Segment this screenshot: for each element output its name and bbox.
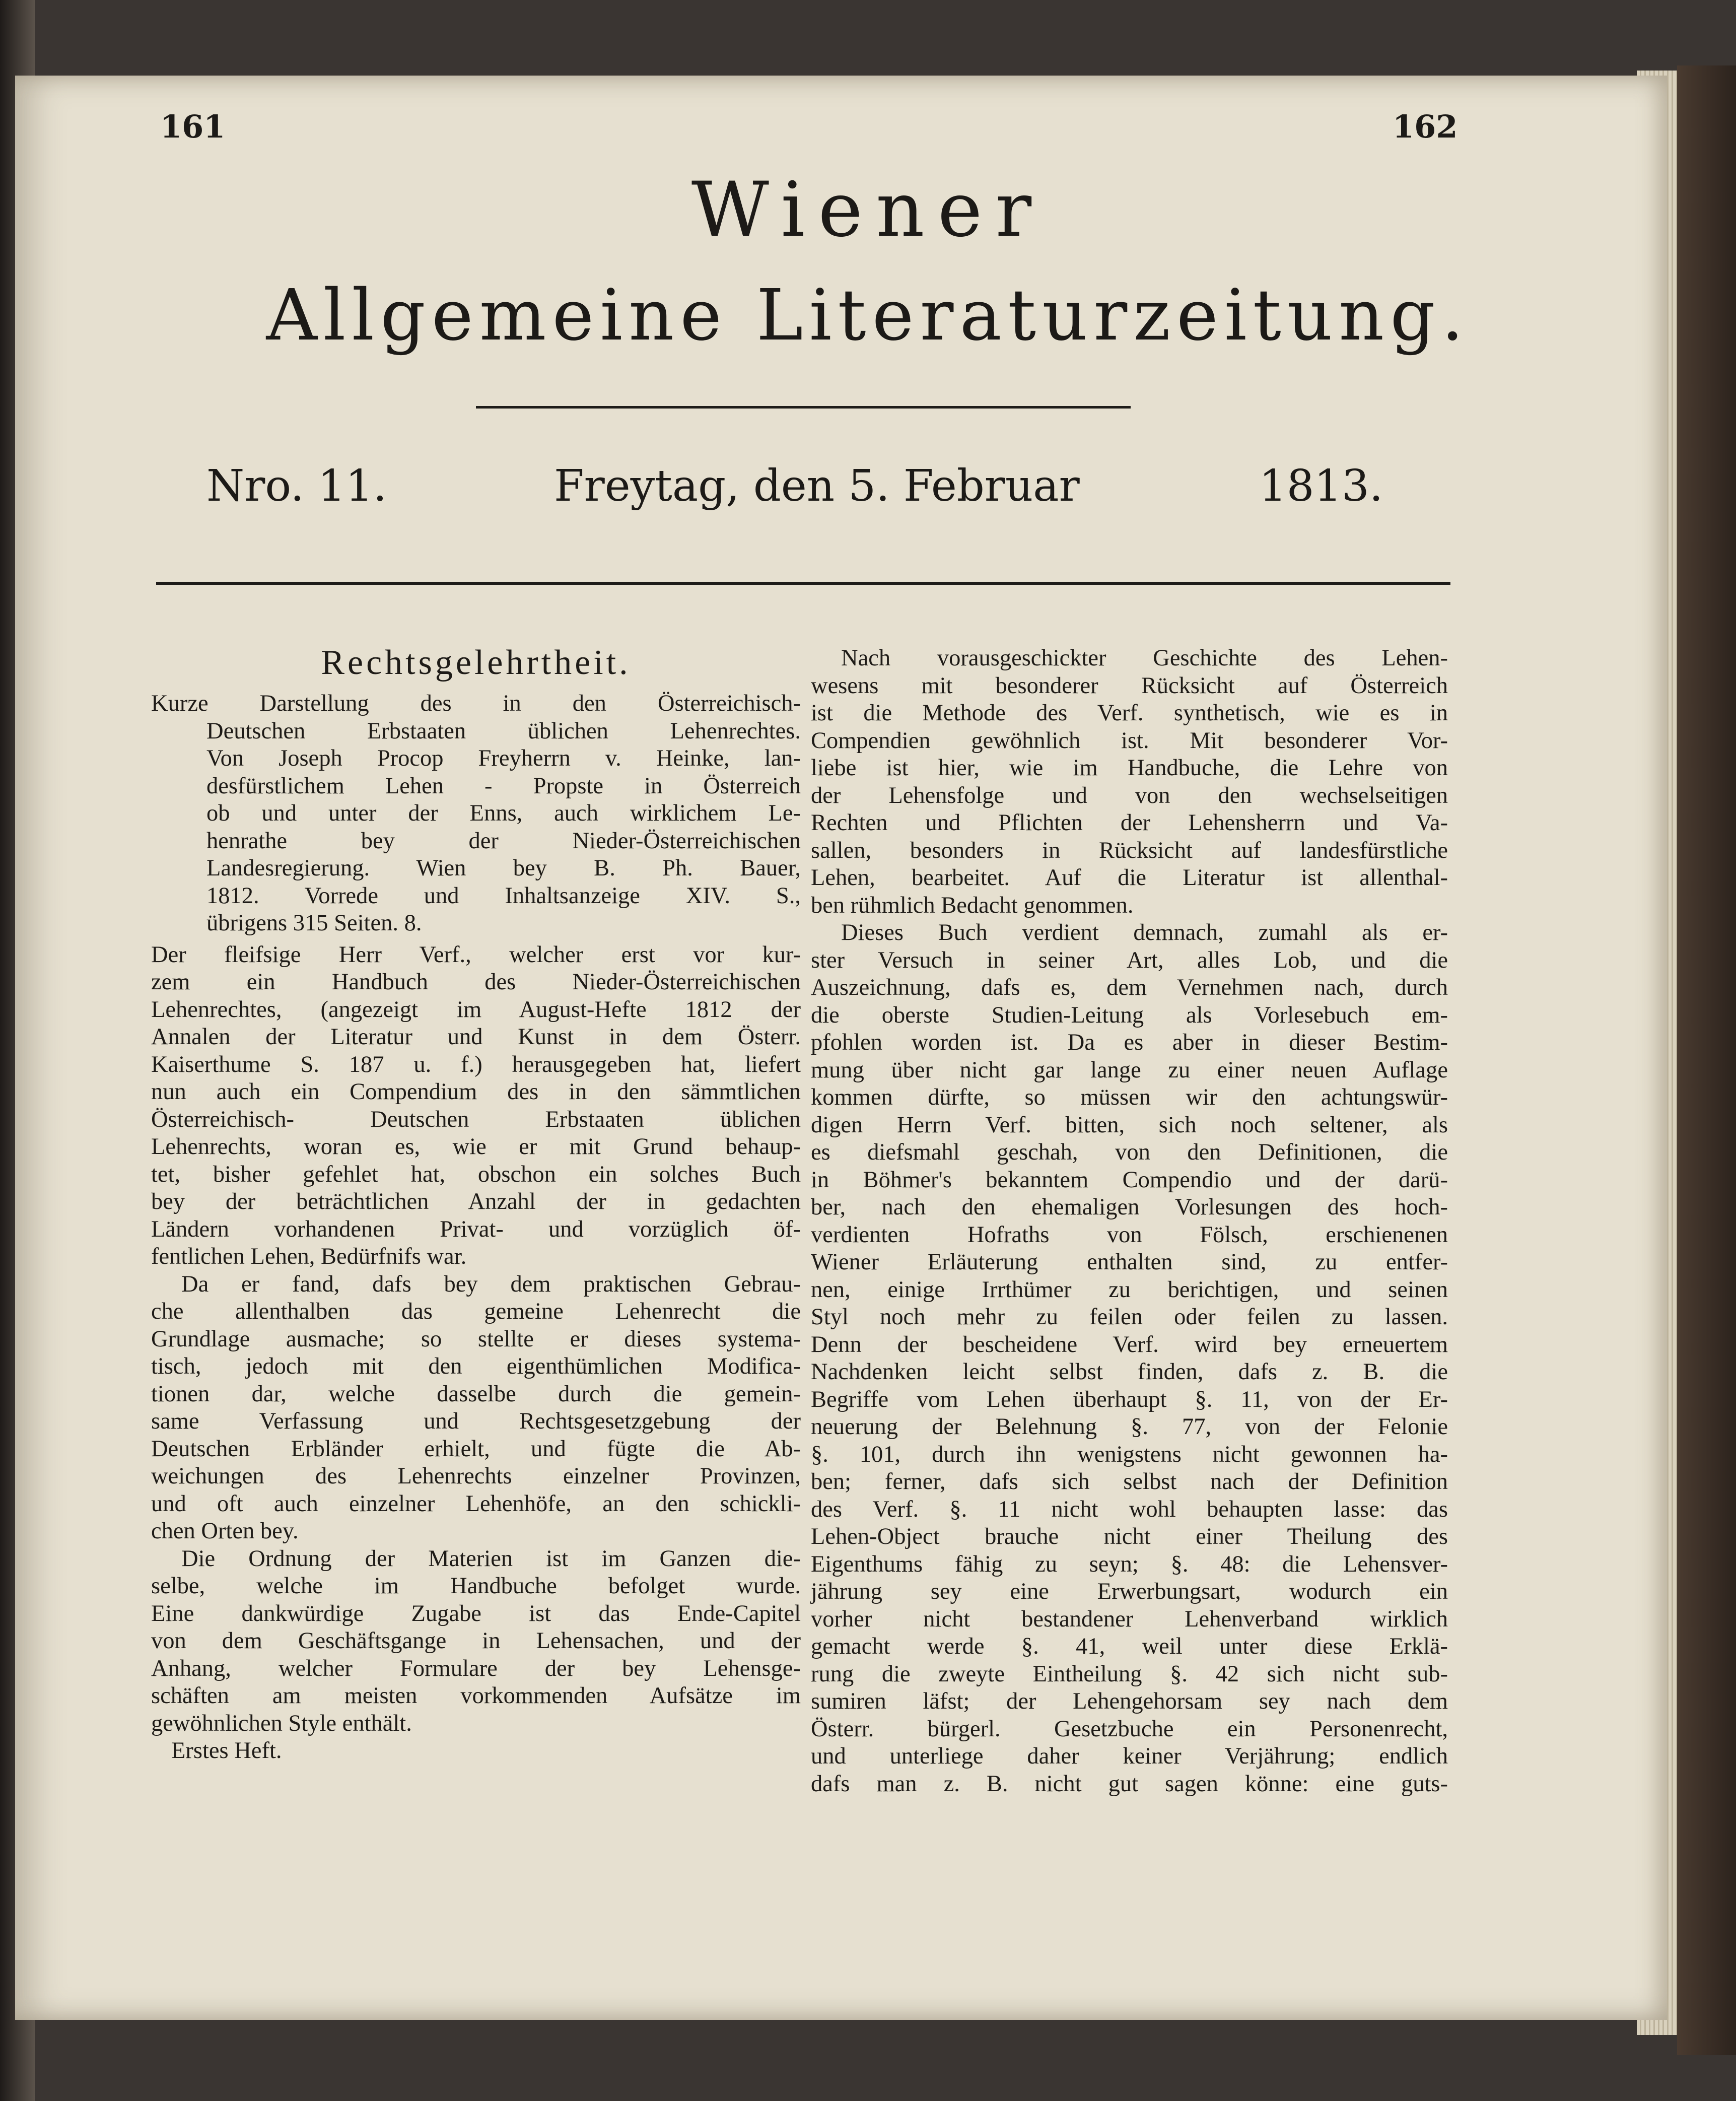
text-line: ber, nach den ehemaligen Vorlesungen des hoch-	[811, 1194, 1448, 1220]
text-line: es diefsmahl geschah, von den Definitionen, die	[811, 1139, 1448, 1165]
text-line: gemacht werde §. 41, weil unter diese Erklä-	[811, 1634, 1448, 1659]
entry-line: 1812. Vorrede und Inhaltsanzeige XIV. S.,	[206, 883, 801, 909]
text-line: Deutschen Erbländer erhielt, und fügte die Ab-	[151, 1436, 801, 1462]
text-line: in Böhmer's bekanntem Compendio und der darü-	[811, 1167, 1448, 1193]
text-line: Wiener Erläuterung enthalten sind, zu entfer-	[811, 1249, 1448, 1275]
text-line: verdienten Hofraths von Fölsch, erschienenen	[811, 1222, 1448, 1248]
text-line: bey der beträchtlichen Anzahl der in gedachten	[151, 1189, 801, 1214]
text-line: sallen, besonders in Rücksicht auf landesfürstliche	[811, 837, 1448, 863]
text-line: Da er fand, dafs bey dem praktischen Gebrau-	[181, 1271, 801, 1297]
text-line: Die Ordnung der Materien ist im Ganzen die-	[181, 1545, 801, 1572]
text-line: Denn der bescheidene Verf. wird bey erneuertem	[811, 1331, 1448, 1358]
review-entry	[151, 690, 801, 937]
text-line: Dieses Buch verdient demnach, zumahl als er-	[841, 920, 1448, 945]
text-line: Annalen der Literatur und Kunst in dem Österr.	[151, 1024, 801, 1050]
text-line: Anhang, welcher Formulare der bey Lehensge-	[151, 1655, 801, 1681]
paragraph	[151, 1271, 801, 1545]
text-line: Rechten und Pflichten der Lehensherrn und Va-	[811, 810, 1448, 836]
text-line: same Verfassung und Rechtsgesetzgebung der	[151, 1408, 801, 1434]
text-line: tionen dar, welche dasselbe durch die gemein-	[151, 1381, 801, 1407]
text-line: Lehen, bearbeitet. Auf die Literatur ist allenthal-	[811, 865, 1448, 891]
text-line: ben rühmlich Bedacht genommen.	[811, 892, 1134, 918]
text-line: des Verf. §. 11 nicht wohl behaupten lasse: das	[811, 1496, 1448, 1522]
text-line: Lehenrechtes, (angezeigt im August-Hefte 1812 der	[151, 996, 801, 1023]
text-line: digen Herrn Verf. bitten, sich noch seltener, als	[811, 1112, 1448, 1138]
text-line: kommen dürfte, so müssen wir den achtungswür-	[811, 1085, 1448, 1110]
text-line: Eine dankwürdige Zugabe ist das Ende-Capitel	[151, 1600, 801, 1626]
text-line: Grundlage ausmache; so stellte er dieses systema-	[151, 1326, 801, 1352]
text-line: rung die zweyte Eintheilung §. 42 sich nicht sub-	[811, 1661, 1448, 1687]
text-line: Österr. bürgerl. Gesetzbuche ein Personenrecht,	[811, 1716, 1448, 1742]
page-number-right: 162	[1393, 108, 1458, 145]
entry-line: Von Joseph Procop Freyherrn v. Heinke, lan-	[206, 745, 801, 771]
left-column	[151, 640, 801, 1765]
page-number-left: 161	[160, 108, 226, 145]
text-line: mung über nicht gar lange zu einer neuen Auflage	[811, 1057, 1448, 1083]
header-rule	[156, 582, 1450, 585]
paragraph	[151, 1545, 801, 1738]
text-line: Österreichisch- Deutschen Erbstaaten üblichen	[151, 1106, 801, 1132]
text-line: ster Versuch in seiner Art, alles Lob, und die	[811, 947, 1448, 973]
right-column	[811, 645, 1448, 1798]
text-line: weichungen des Lehenrechts einzelner Provinzen,	[151, 1463, 801, 1489]
text-line: vorher nicht bestandener Lehenverband wirklich	[811, 1606, 1448, 1632]
entry-line: übrigens 315 Seiten. 8.	[206, 910, 422, 936]
text-line: Begriffe vom Lehen überhaupt §. 11, von der Er-	[811, 1386, 1448, 1412]
text-line: von dem Geschäftsgange in Lehensachen, und der	[151, 1628, 801, 1654]
text-line: nen, einige Irrthümer zu berichtigen, und seinen	[811, 1276, 1448, 1303]
text-line: tisch, jedoch mit den eigenthümlichen Modifica-	[151, 1353, 801, 1379]
text-line: selbe, welche im Handbuche befolget wurde.	[151, 1573, 801, 1599]
book-cover-edge	[1677, 65, 1736, 2055]
text-line: §. 101, durch ihn wenigstens nicht gewonnen ha-	[811, 1441, 1448, 1467]
text-line: Auszeichnung, dafs es, dem Vernehmen nach, durch	[811, 975, 1448, 1000]
text-line: che allenthalben das gemeine Lehenrecht die	[151, 1299, 801, 1324]
text-line: neuerung der Belehnung §. 77, von der Felonie	[811, 1414, 1448, 1440]
text-line: dafs man z. B. nicht gut sagen könne: eine guts-	[811, 1771, 1448, 1797]
text-line: jährung sey eine Erwerbungsart, wodurch ein	[811, 1579, 1448, 1604]
masthead-title-line2: Allgemeine Literaturzeitung.	[266, 275, 1470, 357]
text-line: nun auch ein Compendium des in den sämmtlichen	[151, 1079, 801, 1105]
text-line: der Lehensfolge und von den wechselseitigen	[811, 782, 1448, 808]
text-line: Lehen-Object brauche nicht einer Theilung des	[811, 1524, 1448, 1549]
text-line: chen Orten bey.	[151, 1518, 299, 1544]
entry-line: ob und unter der Enns, auch wirklichem Le-	[206, 800, 801, 826]
text-line: Compendien gewöhnlich ist. Mit besonderer Vor-	[811, 727, 1448, 754]
section-title: Rechtsgelehrtheit.	[321, 643, 631, 682]
issue-year: 1813.	[1259, 461, 1383, 511]
text-line: tet, bisher gefehlet hat, obschon ein solches Buch	[151, 1161, 801, 1187]
signature-footer: Erstes Heft.	[171, 1738, 282, 1764]
text-line: Eigenthums fähig zu seyn; §. 48: die Lehensver-	[811, 1551, 1448, 1577]
text-line: zem ein Handbuch des Nieder-Österreichischen	[151, 969, 801, 995]
entry-line: Kurze Darstellung des in den Österreichisch-	[151, 691, 801, 716]
masthead-rule	[476, 406, 1131, 409]
text-line: die oberste Studien-Leitung als Vorlesebuch em-	[811, 1002, 1448, 1028]
text-line: sumiren läfst; der Lehengehorsam sey nach dem	[811, 1688, 1448, 1714]
text-line: wesens mit besonderer Rücksicht auf Österreich	[811, 672, 1448, 699]
issue-date: Freytag, den 5. Februar	[554, 461, 1080, 511]
text-line: und unterliege daher keiner Verjährung; endlich	[811, 1743, 1448, 1769]
entry-line: Deutschen Erbstaaten üblichen Lehenrechtes.	[206, 718, 801, 744]
text-line: schäften am meisten vorkommenden Aufsätze im	[151, 1683, 801, 1709]
entry-line: henrathe bey der Nieder-Österreichischen	[206, 828, 801, 854]
text-line: Nach vorausgeschickter Geschichte des Lehen-	[841, 645, 1448, 671]
paragraph	[151, 941, 801, 1271]
text-line: gewöhnlichen Style enthält.	[151, 1710, 412, 1736]
text-line: Styl noch mehr zu feilen oder feilen zu lassen.	[811, 1304, 1448, 1330]
text-line: fentlichen Lehen, Bedürfnifs war.	[151, 1244, 467, 1269]
text-line: pfohlen worden ist. Da es aber in dieser Bestim-	[811, 1030, 1448, 1055]
paragraph	[811, 645, 1448, 919]
text-line: Der fleifsige Herr Verf., welcher erst vor kur-	[151, 941, 801, 968]
masthead-title-line1: Wiener	[691, 166, 1045, 254]
text-line: ben; ferner, dafs sich selbst nach der Definition	[811, 1469, 1448, 1495]
text-line: Kaiserthume S. 187 u. f.) herausgegeben hat, liefert	[151, 1051, 801, 1077]
text-line: ist die Methode des Verf. synthetisch, wie es in	[811, 700, 1448, 726]
entry-line: Landesregierung. Wien bey B. Ph. Bauer,	[206, 855, 801, 881]
entry-line: desfürstlichem Lehen - Propste in Österreich	[206, 773, 801, 799]
issue-number: Nro. 11.	[206, 461, 387, 511]
text-line: Nachdenken leicht selbst finden, dafs z. B. die	[811, 1359, 1448, 1385]
paragraph	[811, 919, 1448, 1798]
text-line: Ländern vorhandenen Privat- und vorzüglich öf-	[151, 1216, 801, 1242]
text-line: liebe ist hier, wie im Handbuche, die Lehre von	[811, 755, 1448, 781]
text-line: Lehenrechts, woran es, wie er mit Grund behaup-	[151, 1134, 801, 1160]
text-line: und oft auch einzelner Lehenhöfe, an den schickli-	[151, 1490, 801, 1517]
